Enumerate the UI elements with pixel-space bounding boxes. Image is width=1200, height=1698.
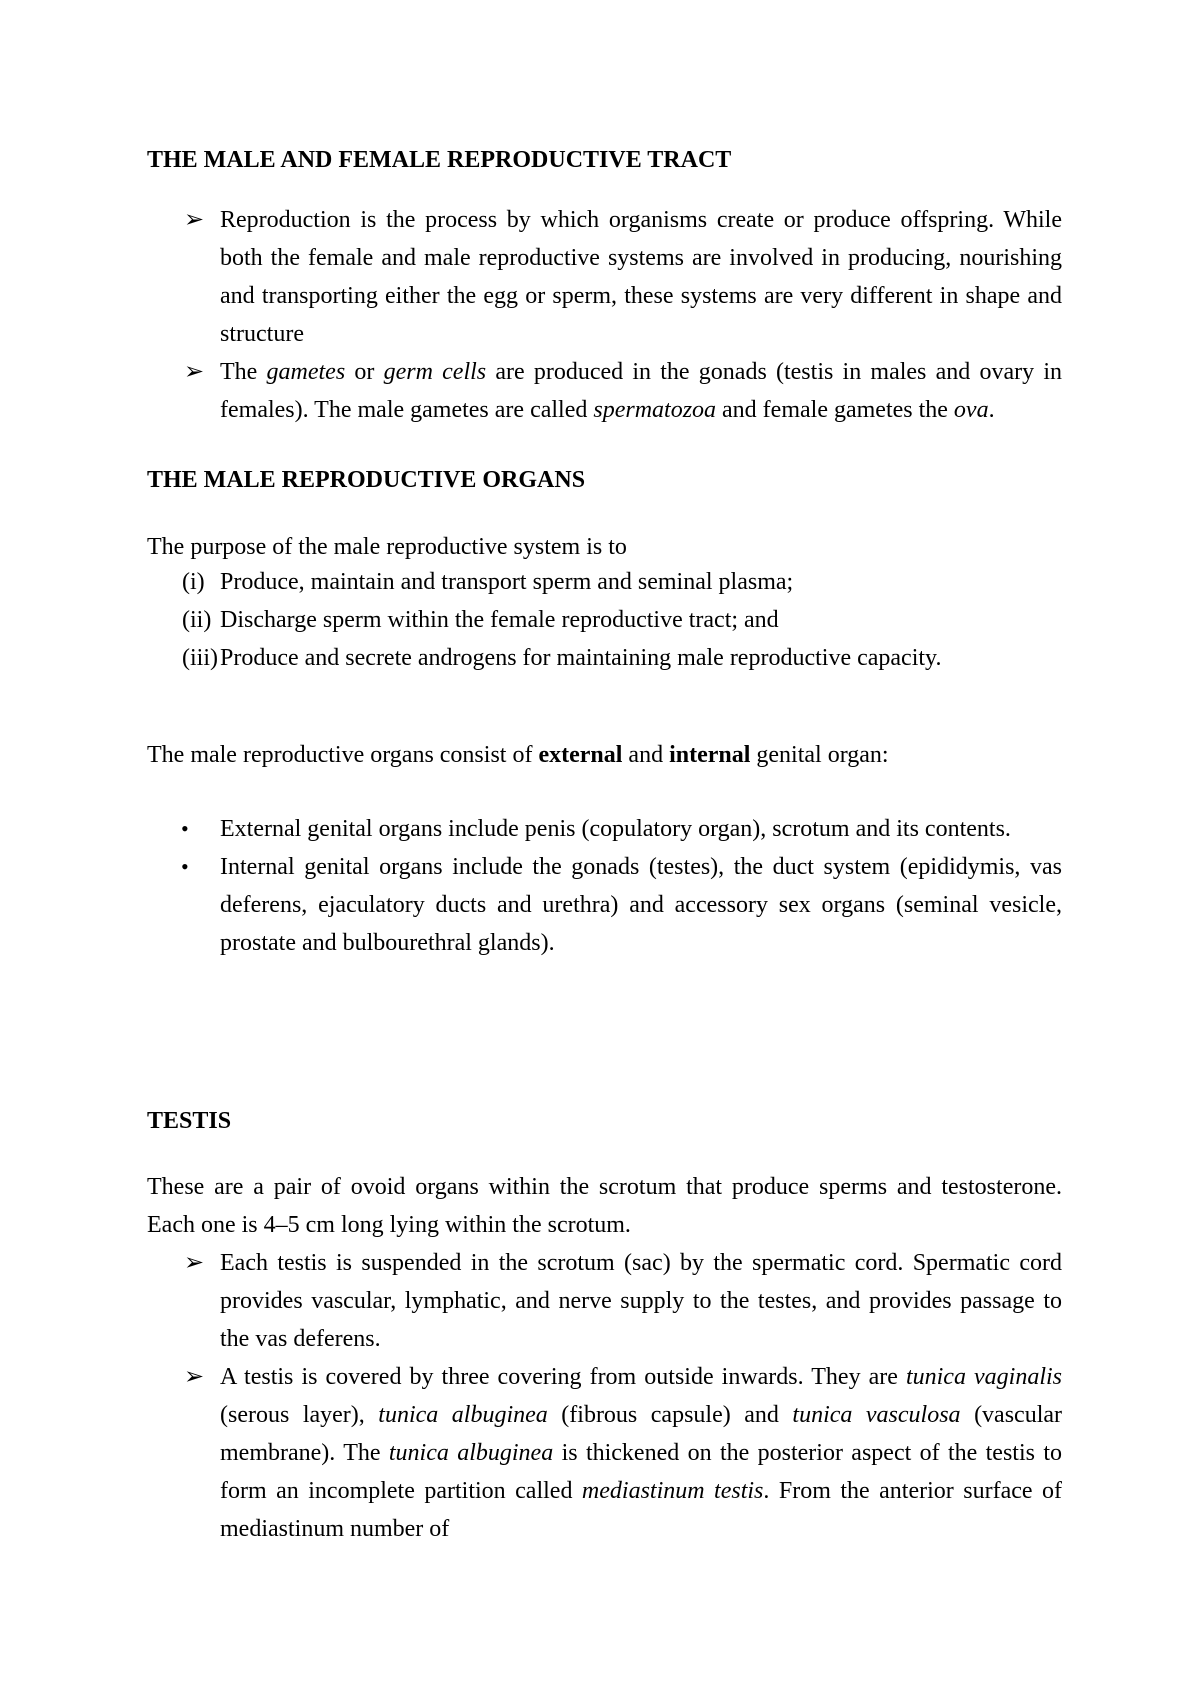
list-item-coverings: [147, 1358, 1062, 1548]
term-mediastinum-testis: mediastinum testis: [581, 1478, 764, 1504]
text-run: . From the anterior surface of mediastinum number of: [220, 1478, 1063, 1542]
term-tunica-albuginea: tunica albuginea: [378, 1402, 548, 1428]
text-run: is thickened on the posterior aspect of the testis to form an incomplete partition called: [220, 1440, 1063, 1504]
text-run: .: [988, 397, 995, 423]
list-item: [147, 1244, 1062, 1358]
term-gametes: gametes: [266, 359, 346, 385]
text-run: The male reproductive organs consist of: [147, 742, 539, 768]
list-item-text: Produce, maintain and transport sperm and seminal plasma;: [220, 569, 794, 595]
list-item: [147, 601, 1062, 639]
text-run: or: [345, 359, 384, 385]
list-item-text: External genital organs include penis (copulatory organ), scrotum and its contents.: [220, 816, 1011, 842]
bullet-dot-icon: •: [181, 854, 189, 879]
list-item: [147, 810, 1062, 848]
text-run: genital organ:: [750, 742, 889, 768]
list-item: [147, 563, 1062, 601]
bullet-dot-icon: •: [181, 816, 189, 841]
text-run: (vascular membrane). The: [220, 1402, 1063, 1466]
term-tunica-vaginalis: tunica vaginalis: [905, 1364, 1063, 1390]
purpose-list: [147, 563, 1062, 677]
roman-numeral: (i): [182, 569, 205, 595]
list-item: [147, 639, 1062, 677]
roman-numeral: (iii): [182, 645, 218, 671]
tract-list: [147, 201, 1062, 429]
list-item-text: Produce and secrete androgens for maintaining male reproductive capacity.: [220, 645, 942, 671]
list-item: [147, 848, 1062, 962]
list-item-text: Internal genital organs include the gonads (testes), the duct system (epididymis, vas deferens, ejaculatory ducts and urethra) and accessory sex organs (seminal vesicle, prostate and bulbourethral glands).: [220, 854, 1062, 956]
testis-list: [147, 1244, 1062, 1548]
arrow-bullet-icon: ➢: [184, 359, 205, 385]
term-ova: ova: [953, 397, 989, 423]
text-run: are produced in the gonads (testis in males and ovary in females). The male gametes are called: [220, 359, 1063, 423]
genital-organs-list: [147, 810, 1062, 962]
testis-intro: These are a pair of ovoid organs within the scrotum that produce sperms and testosterone. Each one is 4–5 cm long lying within the scrotum.: [147, 1174, 1062, 1238]
bold-external: external: [538, 742, 623, 768]
list-item-text: Each testis is suspended in the scrotum (sac) by the spermatic cord. Spermatic cord provides vascular, lymphatic, and nerve supply to the testes, and provides passage to the vas deferens.: [220, 1250, 1062, 1352]
bold-internal: internal: [669, 742, 751, 768]
text-run: (fibrous capsule) and: [547, 1402, 793, 1428]
purpose-intro: The purpose of the male reproductive system is to: [147, 534, 627, 560]
organs-consist-paragraph: [147, 736, 1062, 774]
roman-numeral: (ii): [182, 607, 212, 633]
text-run: A testis is covered by three covering from outside inwards. They are: [220, 1364, 906, 1390]
list-item: [147, 201, 1062, 353]
arrow-bullet-icon: ➢: [184, 1250, 205, 1276]
text-run: and female gametes the: [716, 397, 954, 423]
term-tunica-albuginea: tunica albuginea: [388, 1440, 554, 1466]
arrow-bullet-icon: ➢: [184, 1364, 205, 1390]
list-item-text: Discharge sperm within the female reproductive tract; and: [220, 607, 779, 633]
list-item-text: Reproduction is the process by which organisms create or produce offspring. While both the female and male reproductive systems are involved in producing, nourishing and transporting either the egg or sperm, these systems are very different in shape and structure: [220, 207, 1062, 347]
term-tunica-vasculosa: tunica vasculosa: [792, 1402, 961, 1428]
text-run: The: [220, 359, 267, 385]
text-run: and: [622, 742, 670, 768]
arrow-bullet-icon: ➢: [184, 207, 205, 233]
term-germ-cells: germ cells: [383, 359, 487, 385]
term-spermatozoa: spermatozoa: [593, 397, 717, 423]
text-run: (serous layer),: [220, 1402, 379, 1428]
list-item-gametes: [147, 353, 1062, 429]
heading-male-organs: THE MALE REPRODUCTIVE ORGANS: [147, 467, 586, 493]
heading-reproductive-tract: THE MALE AND FEMALE REPRODUCTIVE TRACT: [147, 147, 732, 173]
heading-testis: TESTIS: [147, 1108, 232, 1134]
